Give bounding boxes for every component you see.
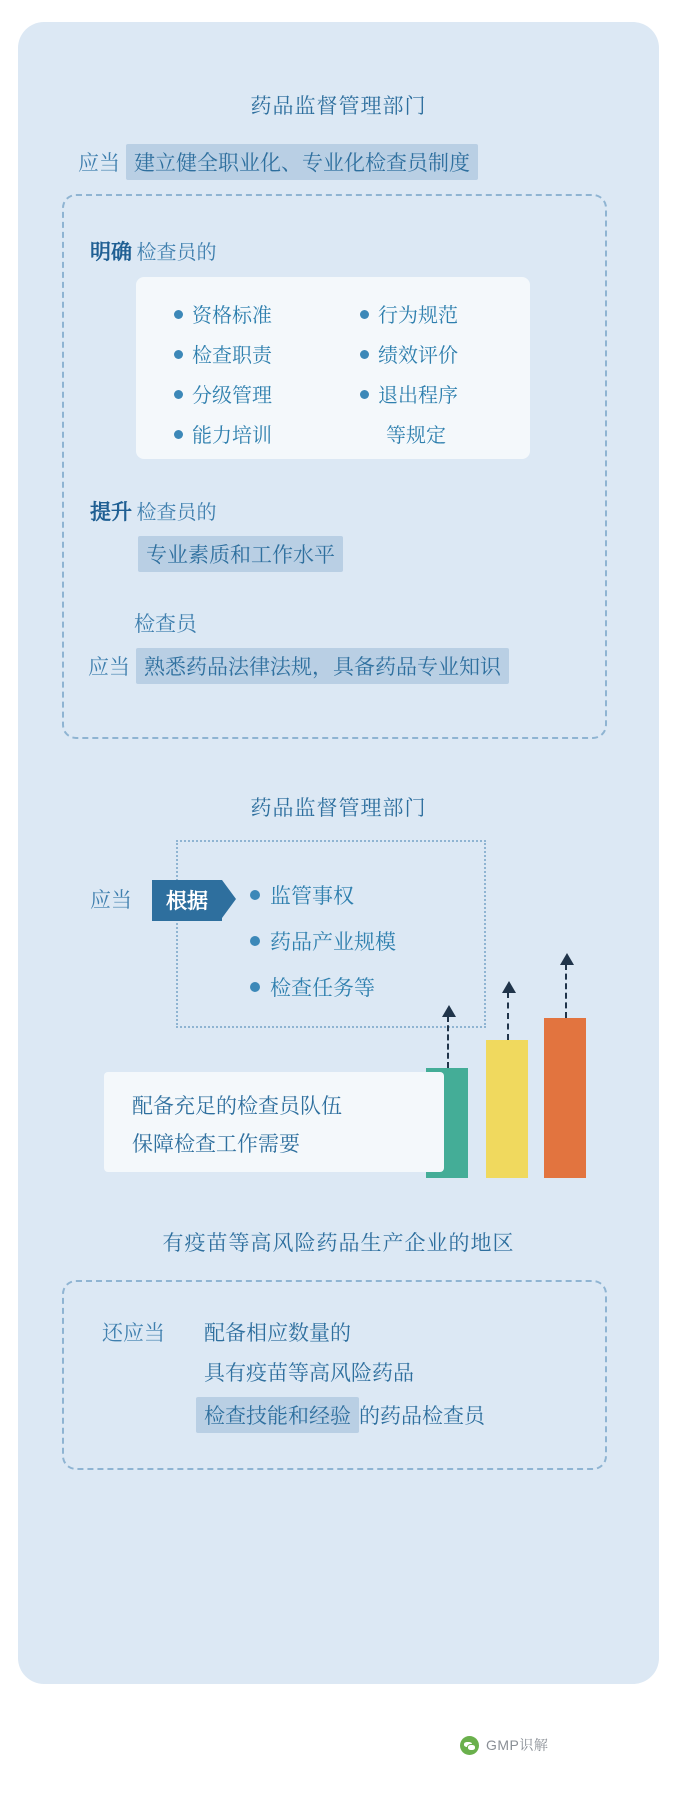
section3-lead: 还应当: [102, 1322, 165, 1345]
growth-bar-chart: [418, 1002, 628, 1178]
section1-line1: [78, 144, 618, 180]
section1-define-row: [90, 236, 216, 266]
bullet-right-2-label: 绩效评价: [378, 345, 458, 367]
section2-bullet-2-label: 药品产业规模: [270, 931, 396, 954]
bullet-left-3: [174, 379, 272, 408]
section1-improve-object: 检查员的: [136, 502, 217, 524]
bullet-dot-icon: [174, 390, 183, 399]
section1-keyword-improve: 提升: [90, 501, 132, 524]
chart-arrow-2-icon: [507, 992, 509, 1040]
bullet-left-4-label: 能力培训: [192, 425, 272, 447]
section3-line2: 具有疫苗等高风险药品: [204, 1362, 414, 1385]
section2-note-line2: 保障检查工作需要: [132, 1133, 300, 1156]
chart-arrow-1-icon: [447, 1016, 449, 1068]
bullet-right-3: [360, 379, 458, 408]
chart-bar-3: [544, 1018, 586, 1178]
section1-title: 药品监督管理部门: [250, 95, 427, 118]
section3-line3-tail: 的药品检查员: [359, 1405, 485, 1428]
bullet-left-2: [174, 339, 272, 368]
section3-line3-highlight: 检查技能和经验: [196, 1397, 359, 1433]
section2-bullet-3-label: 检查任务等: [270, 977, 375, 1000]
chart-arrow-3-icon: [565, 964, 567, 1018]
bullet-dot-icon: [250, 890, 260, 900]
section2-bullet-2: [250, 926, 396, 956]
section1-improve-highlight-wrap: [138, 536, 343, 572]
bullet-left-2-label: 检查职责: [192, 345, 272, 367]
section3-line1: 配备相应数量的: [204, 1322, 351, 1345]
section2-lead: 应当: [90, 889, 132, 912]
bullet-right-1: [360, 299, 458, 328]
bullet-dot-icon: [250, 936, 260, 946]
footer-text: GMP识解: [486, 1737, 549, 1753]
section1-define-object: 检查员的: [136, 242, 217, 264]
wechat-icon: [460, 1736, 479, 1755]
bullet-right-3-label: 退出程序: [378, 385, 458, 407]
bullet-left-1: [174, 299, 272, 328]
bullet-left-4: [174, 419, 272, 448]
section3-line3: [196, 1397, 485, 1433]
bullet-dot-icon: [360, 310, 369, 319]
bullet-right-1-label: 行为规范: [378, 305, 458, 327]
section1-keyword-define: 明确: [90, 241, 132, 264]
section2-note-line1: 配备充足的检查员队伍: [132, 1095, 342, 1118]
section2-note-card: [104, 1072, 444, 1172]
section1-line1-lead: 应当: [78, 152, 120, 175]
section1-line1-highlight: 建立健全职业化、专业化检查员制度: [126, 144, 478, 180]
section2-badge: 根据: [152, 880, 222, 921]
bullet-right-tail: 等规定: [386, 425, 446, 447]
section2-title: 药品监督管理部门: [250, 797, 427, 820]
section1-bullet-card: [136, 277, 530, 459]
section1-bullet-grid: [136, 277, 530, 459]
bullet-left-1-label: 资格标准: [192, 305, 272, 327]
section2-bullet-1: [250, 880, 396, 910]
bullet-dot-icon: [174, 350, 183, 359]
section1-line2-lead: 应当: [88, 656, 130, 679]
bullet-right-2: [360, 339, 458, 368]
section1-line2-highlight: 熟悉药品法律法规，具备药品专业知识: [136, 648, 509, 684]
chart-bar-2: [486, 1040, 528, 1178]
section1-subject: 检查员: [134, 613, 197, 636]
bullet-dot-icon: [174, 310, 183, 319]
section3-title: 有疫苗等高风险药品生产企业的地区: [162, 1232, 515, 1255]
section1-improve-row: [90, 496, 216, 526]
section1-line2: [88, 648, 509, 684]
section2-bullet-list: [250, 880, 396, 1018]
bullet-dot-icon: [174, 430, 183, 439]
section2-bullet-3: [250, 972, 396, 1002]
footer-credit: [460, 1735, 680, 1755]
section2-bullet-1-label: 监管事权: [270, 885, 354, 908]
bullet-left-3-label: 分级管理: [192, 385, 272, 407]
bullet-dot-icon: [250, 982, 260, 992]
bullet-dot-icon: [360, 390, 369, 399]
section1-improve-highlight: 专业素质和工作水平: [138, 536, 343, 572]
main-panel: [18, 22, 659, 1684]
bullet-dot-icon: [360, 350, 369, 359]
